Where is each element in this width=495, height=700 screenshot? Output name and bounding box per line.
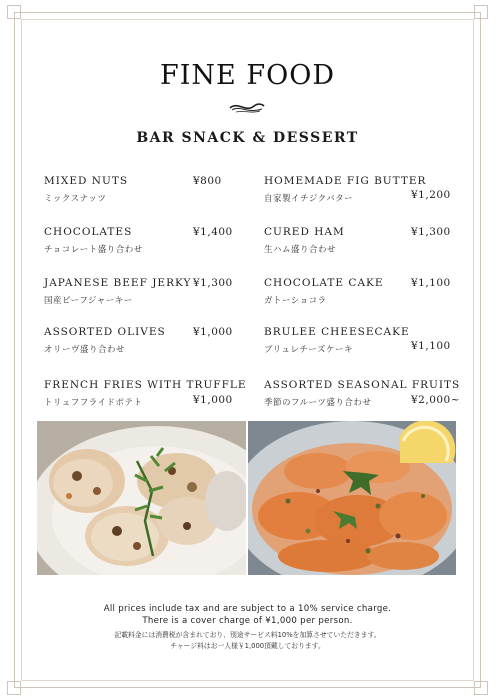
footer-note-tax-jp: 記載料金には消費税が含まれており、別途サービス料10%を加算させていただきます。	[114, 631, 381, 639]
item-price: ¥1,300	[411, 226, 451, 238]
corner-ornament-top-right	[474, 5, 488, 19]
photo-terrine	[37, 421, 246, 575]
item-price: ¥1,400	[193, 226, 233, 238]
corner-ornament-top-left	[7, 5, 21, 19]
item-name: JAPANESE BEEF JERKY	[44, 277, 192, 289]
flourish-ornament-icon	[228, 99, 266, 115]
item-name: BRULEE CHEESECAKE	[264, 326, 410, 338]
item-name-jp: オリーヴ盛り合わせ	[44, 345, 126, 355]
item-price: ¥1,300	[193, 277, 233, 289]
corner-ornament-bottom-left	[7, 681, 21, 695]
footer-note-cover: There is a cover charge of ¥1,000 per person.	[142, 616, 353, 626]
page-title: FINE FOOD	[160, 60, 335, 91]
item-name-jp: 自家製イチジクバター	[264, 194, 354, 204]
item-name: ASSORTED SEASONAL FRUITS	[264, 379, 461, 391]
item-price: ¥1,100	[411, 277, 451, 289]
item-name-jp: 国産ビーフジャーキー	[44, 296, 133, 306]
footer-note-tax: All prices include tax and are subject to a 10% service charge.	[103, 604, 392, 614]
item-price: ¥1,000	[193, 394, 233, 406]
item-name-jp: 生ハム盛り合わせ	[264, 245, 337, 255]
item-name-jp: 季節のフルーツ盛り合わせ	[264, 398, 372, 408]
photo-carpaccio	[248, 421, 456, 575]
item-price: ¥800	[193, 175, 222, 187]
item-name-jp: ガトーショコラ	[264, 296, 327, 306]
footer-note-cover-jp: チャージ料はお一人様￥1,000頂戴しております。	[170, 642, 325, 650]
item-name: CURED HAM	[264, 226, 345, 238]
item-name: CHOCOLATE CAKE	[264, 277, 384, 289]
corner-ornament-bottom-right	[474, 681, 488, 695]
item-name-jp: ミックスナッツ	[44, 194, 107, 204]
item-price: ¥1,100	[411, 340, 451, 352]
item-price: ¥2,000~	[411, 394, 461, 406]
item-name-jp: トリュフフライドポテト	[44, 398, 143, 408]
item-name-jp: チョコレート盛り合わせ	[44, 245, 143, 255]
item-name: HOMEMADE FIG BUTTER	[264, 175, 427, 187]
item-name-jp: ブリュレチーズケーキ	[264, 345, 353, 355]
item-price: ¥1,200	[411, 189, 451, 201]
section-title: BAR SNACK & DESSERT	[136, 130, 359, 146]
item-name: MIXED NUTS	[44, 175, 129, 187]
item-name: CHOCOLATES	[44, 226, 133, 238]
item-price: ¥1,000	[193, 326, 233, 338]
item-name: FRENCH FRIES WITH TRUFFLE	[44, 379, 247, 391]
item-name: ASSORTED OLIVES	[44, 326, 166, 338]
